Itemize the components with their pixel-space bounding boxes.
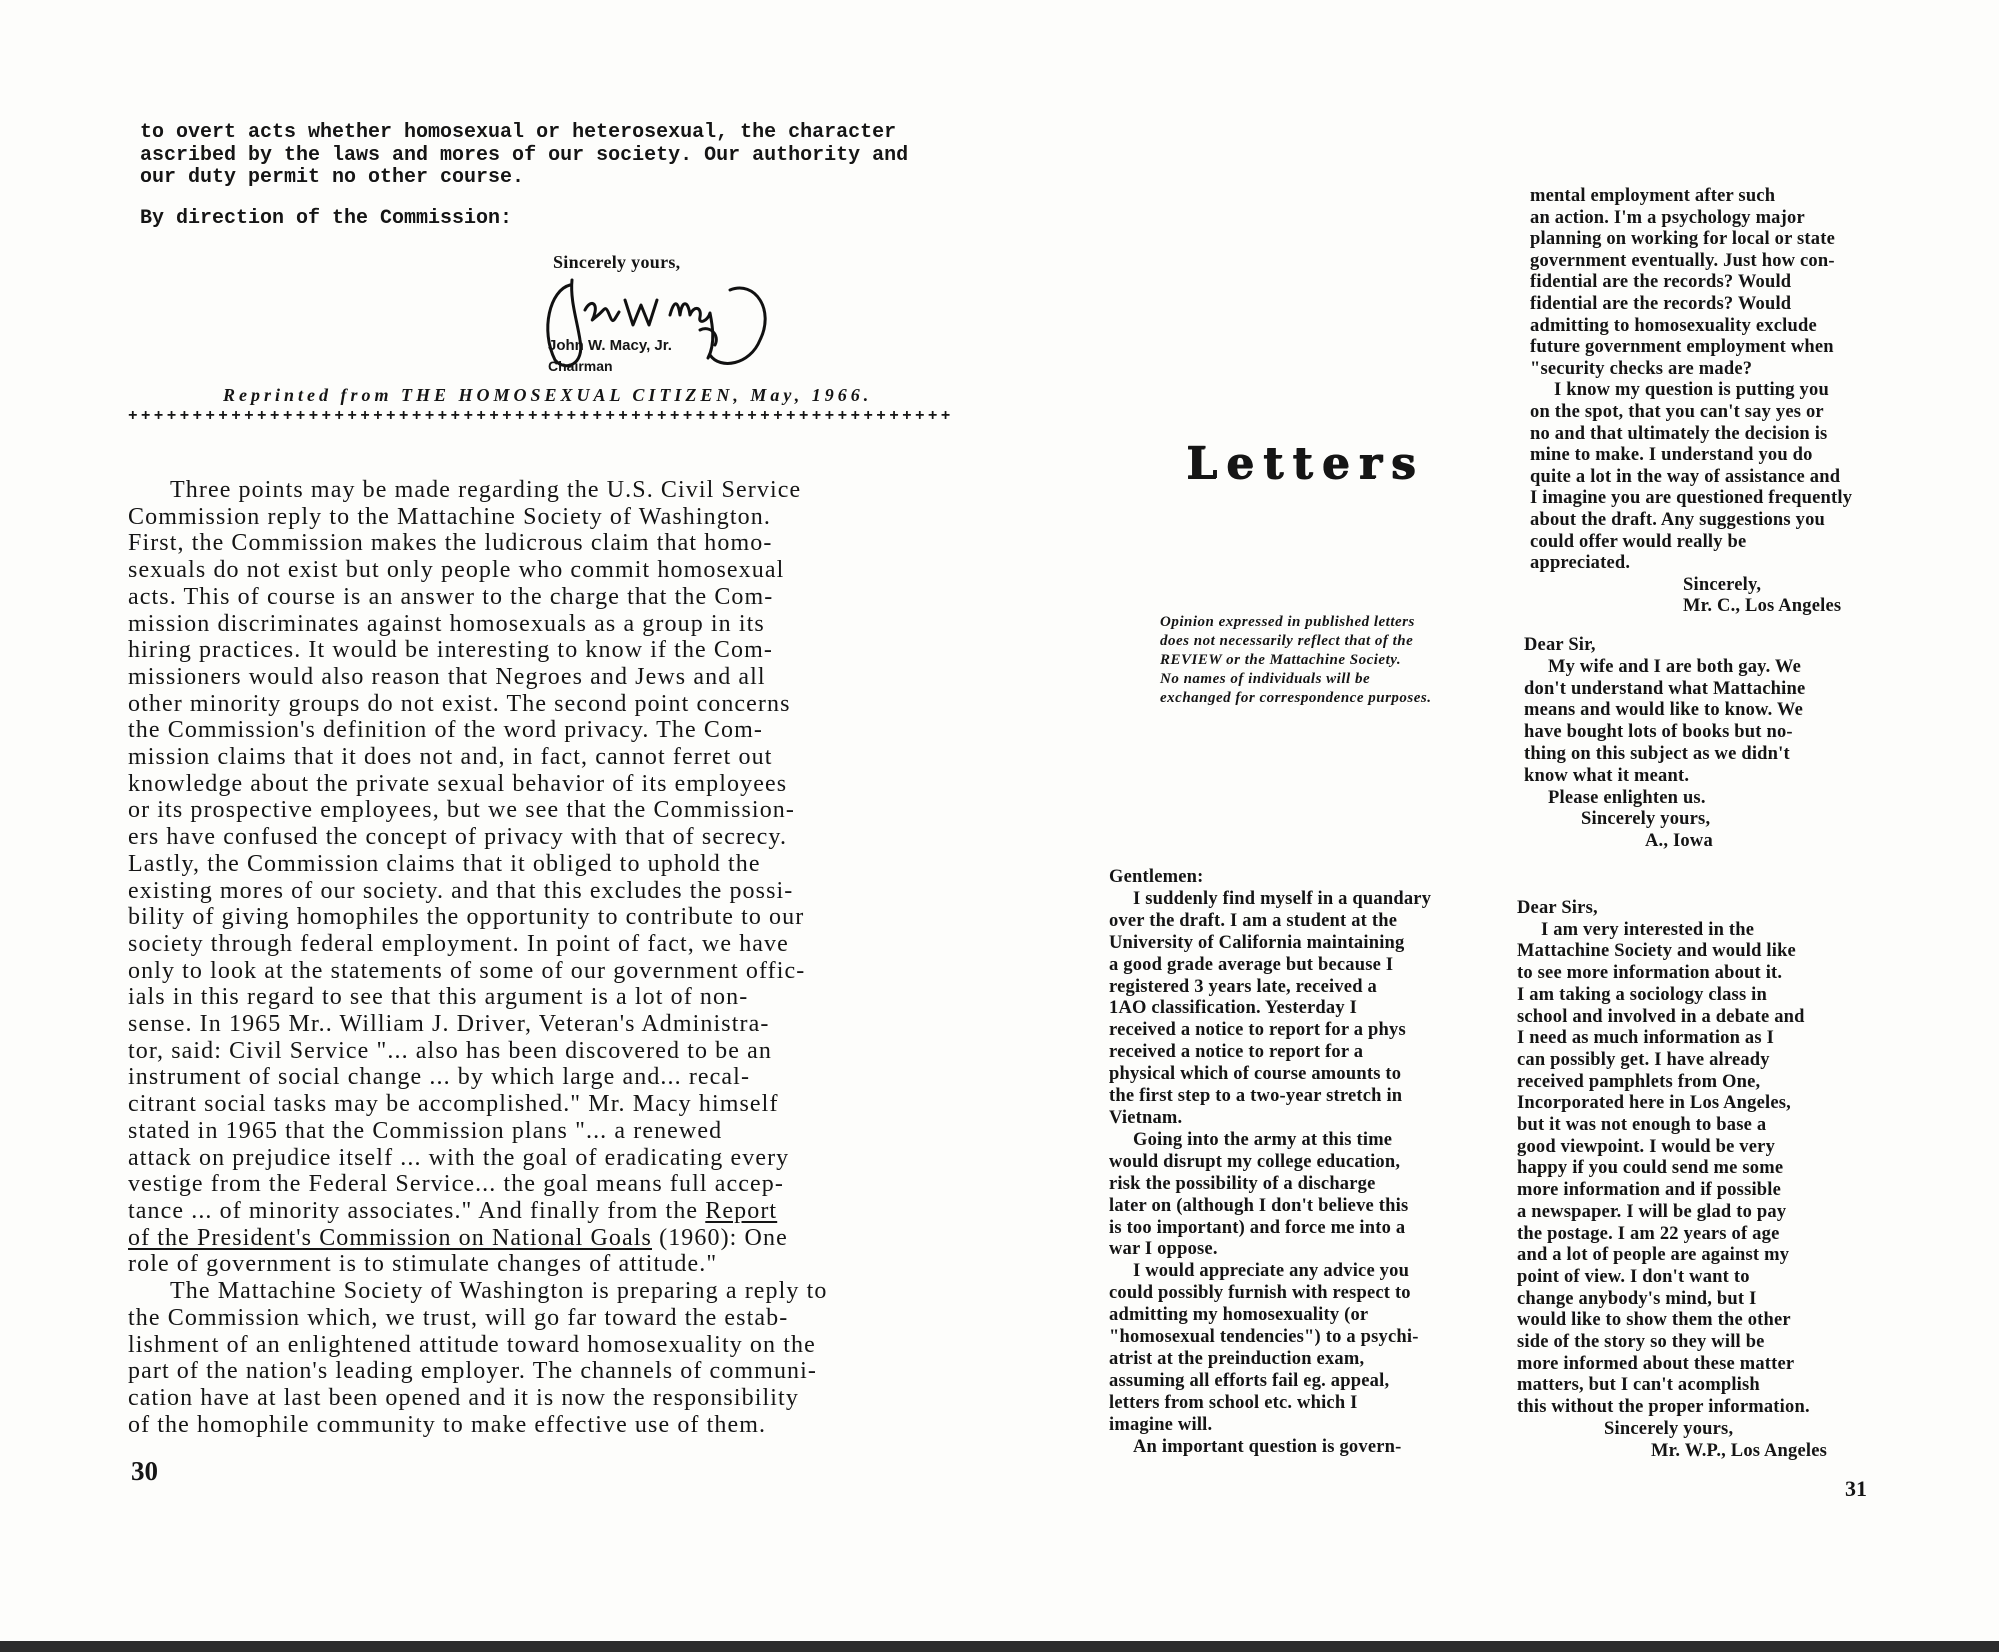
text-line: ascribed by the laws and mores of our society. Our authority and — [140, 143, 909, 167]
text-line: an action. I'm a psychology major — [1530, 207, 1805, 228]
text-line: admitting to homosexuality exclude — [1530, 315, 1817, 336]
text-line: a newspaper. I will be glad to pay — [1517, 1201, 1787, 1222]
page-number: 31 — [1845, 1476, 1867, 1501]
text-line: ers have confused the concept of privacy with that of secrecy. — [128, 824, 788, 851]
text-line: happy if you could send me some — [1517, 1158, 1784, 1179]
text-line: Lastly, the Commission claims that it obliged to uphold the — [128, 850, 761, 877]
text-line: admitting my homosexuality (or — [1109, 1305, 1369, 1326]
text-line: "security checks are made? — [1530, 358, 1753, 379]
text-line: sense. In 1965 Mr.. William J. Driver, Veteran's Administra- — [128, 1011, 770, 1038]
page-number: 30 — [131, 1456, 158, 1486]
text-line: the first step to a two-year stretch in — [1109, 1086, 1403, 1107]
text-line: government eventually. Just how con- — [1530, 250, 1835, 271]
letter-signoff — [1524, 809, 1805, 853]
text-line: Mattachine Society and would like — [1517, 941, 1796, 962]
text-line: I am very interested in the — [1541, 919, 1755, 940]
text-line: role of government is to stimulate changes of attitude." — [128, 1251, 718, 1278]
text-line: cation have at last been opened and it is now the responsibility — [128, 1384, 799, 1411]
text-line: other minority groups do not exist. The second point concerns — [128, 690, 791, 717]
text-line: letters from school etc. which I — [1109, 1392, 1358, 1413]
reprint-credit: Reprinted from THE HOMOSEXUAL CITIZEN, May, 1966. — [223, 385, 873, 405]
letter-signature: A., Iowa — [1645, 831, 1713, 852]
letter-salutation: Dear Sir, — [1524, 635, 1596, 655]
text-line: bility of giving homophiles the opportunity to contribute to our — [128, 904, 805, 931]
letter-paragraph — [1524, 657, 1805, 788]
text-line: I know my question is putting you — [1554, 380, 1829, 401]
text-line: No names of individuals will be — [1160, 671, 1371, 687]
letters-heading: Letters — [1186, 438, 1425, 489]
letter-paragraph — [1530, 186, 1852, 380]
body-paragraph — [128, 1278, 827, 1438]
text-line: missioners would also reason that Negroes and Jews and all — [128, 663, 766, 690]
text-line: of the homophile community to make effective use of them. — [128, 1411, 767, 1438]
text-line: knowledge about the private sexual behavior of its employees — [128, 770, 788, 797]
text-line: An important question is govern- — [1133, 1436, 1402, 1457]
letter-couple — [1524, 635, 1805, 853]
letter-paragraph — [1109, 1437, 1431, 1459]
text-line: mine to make. I understand you do — [1530, 445, 1813, 466]
text-line: would like to show them the other — [1517, 1310, 1791, 1331]
letter-paragraph — [1109, 889, 1431, 1130]
text-line: mission discriminates against homosexuals as a group in its — [128, 610, 765, 637]
text-line: mental employment after such — [1530, 186, 1776, 206]
text-line: could offer would really be — [1530, 531, 1747, 552]
text-line: to overt acts whether homosexual or heterosexual, the character — [140, 121, 897, 144]
text-line: the postage. I am 22 years of age — [1517, 1223, 1780, 1244]
text-line: Commission reply to the Mattachine Society of Washington. — [128, 503, 771, 530]
text-line: point of view. I don't want to — [1517, 1266, 1750, 1287]
text-line: thing on this subject as we didn't — [1524, 743, 1790, 764]
text-line: and a lot of people are against my — [1517, 1245, 1790, 1266]
text-line: Going into the army at this time — [1133, 1129, 1393, 1150]
text-line: no and that ultimately the decision is — [1530, 423, 1828, 444]
signer-title: Chairman — [548, 358, 613, 374]
letter-signoff — [1530, 575, 1852, 618]
text-line: planning on working for local or state — [1530, 229, 1836, 250]
text-line: matters, but I can't acomplish — [1517, 1375, 1760, 1396]
text-line: more informed about these matter — [1517, 1353, 1795, 1374]
letter-body — [1530, 186, 1852, 575]
text-line: mission claims that it does not and, in fact, cannot ferret out — [128, 744, 773, 771]
text-line: 1AO classification. Yesterday I — [1109, 998, 1358, 1019]
signoff-line: Sincerely yours, — [1581, 809, 1711, 830]
text-line: war I oppose. — [1109, 1239, 1218, 1260]
text-line: have bought lots of books but no- — [1524, 722, 1793, 743]
signer-name: John W. Macy, Jr. — [548, 337, 672, 354]
letter-paragraph — [1524, 788, 1805, 810]
letter-signoff — [1517, 1419, 1827, 1462]
text-line: sexuals do not exist but only people who commit homosexual — [128, 557, 785, 584]
text-line: about the draft. Any suggestions you — [1530, 509, 1826, 530]
body-paragraph — [128, 477, 827, 1278]
text-line: or its prospective employees, but we see that the Commission- — [128, 797, 795, 824]
letter-paragraph — [1109, 1130, 1431, 1261]
memo-paragraph — [140, 122, 908, 190]
text-line — [128, 1198, 827, 1225]
text-line — [128, 1225, 827, 1252]
letter-signature: Mr. W.P., Los Angeles — [1651, 1440, 1828, 1461]
text-line: fidential are the records? Would — [1530, 293, 1792, 314]
text-line: over the draft. I am a student at the — [1109, 910, 1398, 931]
text-line: future government employment when — [1530, 337, 1834, 358]
text-line: appreciated. — [1530, 553, 1631, 574]
scan-bottom-edge — [0, 1641, 1999, 1652]
signoff-line: Sincerely yours, — [1604, 1418, 1734, 1439]
letter-closing: Sincerely yours, — [553, 252, 681, 272]
note-paragraph — [1160, 613, 1432, 708]
text-line: school and involved in a debate and — [1517, 1006, 1805, 1027]
text-line: I suddenly find myself in a quandary — [1133, 888, 1432, 909]
text-line: I am taking a sociology class in — [1517, 984, 1768, 1005]
letter-signature: Mr. C., Los Angeles — [1683, 596, 1842, 617]
text-line: My wife and I are both gay. We — [1548, 656, 1802, 677]
text-line: existing mores of our society. and that this excludes the possi- — [128, 877, 794, 904]
text-line: a good grade average but because I — [1109, 954, 1394, 975]
text-line: our duty permit no other course. — [140, 166, 525, 189]
letter-salutation: Gentlemen: — [1109, 867, 1204, 887]
text-line: Three points may be made regarding the U.S. Civil Service — [170, 477, 802, 503]
text-line: change anybody's mind, but I — [1517, 1288, 1757, 1309]
text-line: side of the story so they will be — [1517, 1332, 1765, 1353]
letter-draft-continuation — [1530, 186, 1852, 618]
underlined-title: Report — [705, 1197, 778, 1224]
text-line: don't understand what Mattachine — [1524, 678, 1806, 699]
signoff-line: Sincerely, — [1683, 574, 1762, 595]
text-line: imagine will. — [1109, 1414, 1213, 1435]
text-line: on the spot, that you can't say yes or — [1530, 401, 1824, 422]
text-line: to see more information about it. — [1517, 963, 1783, 984]
text-line: University of California maintaining — [1109, 932, 1405, 953]
text-line: could possibly furnish with respect to — [1109, 1283, 1411, 1304]
text-line: Opinion expressed in published letters — [1160, 614, 1415, 630]
text-line: the Commission's definition of the word privacy. The Com- — [128, 717, 763, 744]
text-line: later on (although I don't believe this — [1109, 1195, 1409, 1216]
text-line: Incorporated here in Los Angeles, — [1517, 1093, 1791, 1114]
text-line: attack on prejudice itself ... with the goal of eradicating every — [128, 1144, 790, 1171]
text-line: more information and if possible — [1517, 1180, 1782, 1201]
text-line: received a notice to report for a — [1109, 1042, 1364, 1063]
text-line: good viewpoint. I would be very — [1517, 1136, 1776, 1157]
text-line: exchanged for correspondence purposes. — [1160, 690, 1432, 706]
memo-closing-text — [140, 122, 908, 190]
editorial-note — [1160, 613, 1432, 708]
text-line: Please enlighten us. — [1548, 787, 1706, 808]
editorial-body — [128, 477, 827, 1438]
text-line: know what it meant. — [1524, 765, 1690, 786]
text-line: atrist at the preinduction exam, — [1109, 1348, 1365, 1369]
text-line: only to look at the statements of some of our government offic- — [128, 957, 806, 984]
text-line: registered 3 years late, received a — [1109, 976, 1377, 997]
text-line: the Commission which, we trust, will go far toward the estab- — [128, 1304, 789, 1331]
text-line: I imagine you are questioned frequently — [1530, 488, 1853, 509]
text-line: acts. This of course is an answer to the charge that the Com- — [128, 583, 774, 610]
text-line: stated in 1965 that the Commission plans "... a renewed — [128, 1117, 723, 1144]
letter-student — [1517, 898, 1827, 1462]
text-line: lishment of an enlightened attitude toward homosexuality on the — [128, 1331, 816, 1358]
text-line: Vietnam. — [1109, 1107, 1183, 1128]
commission-direction: By direction of the Commission: — [140, 207, 513, 230]
text-segment: tance ... of minority associates." And finally from the — [128, 1197, 706, 1224]
letter-paragraph — [1530, 380, 1852, 574]
text-line: tor, said: Civil Service "... also has been discovered to be an — [128, 1037, 772, 1064]
text-line: received pamphlets from One, — [1517, 1071, 1761, 1092]
text-line: First, the Commission makes the ludicrous claim that homo- — [128, 530, 773, 557]
plus-sign-divider: ++++++++++++++++++++++++++++++++++++++++++++++++++++++++++++++++ — [128, 407, 954, 425]
text-line: part of the nation's leading employer. The channels of communi- — [128, 1358, 818, 1385]
text-line: can possibly get. I have already — [1517, 1049, 1770, 1070]
text-line: is too important) and force me into a — [1109, 1217, 1406, 1238]
letter-body — [1517, 920, 1827, 1419]
text-line: "homosexual tendencies") to a psychi- — [1109, 1327, 1419, 1348]
text-line: instrument of social change ... by which large and... recal- — [128, 1064, 751, 1091]
text-line: hiring practices. It would be interesting to know if the Com- — [128, 637, 773, 664]
text-line: I need as much information as I — [1517, 1028, 1774, 1049]
text-line: means and would like to know. We — [1524, 700, 1804, 721]
letter-salutation: Dear Sirs, — [1517, 898, 1598, 918]
text-line: quite a lot in the way of assistance and — [1530, 466, 1841, 487]
text-segment: (1960): One — [652, 1224, 788, 1251]
letter-draft-column-1 — [1109, 867, 1431, 1458]
text-line: this without the proper information. — [1517, 1397, 1810, 1418]
text-line: physical which of course amounts to — [1109, 1064, 1402, 1085]
text-line: fidential are the records? Would — [1530, 272, 1792, 293]
text-line: would disrupt my college education, — [1109, 1151, 1401, 1172]
text-line: but it was not enough to base a — [1517, 1115, 1767, 1136]
letter-paragraph — [1109, 1261, 1431, 1436]
text-line: received a notice to report for a phys — [1109, 1020, 1406, 1041]
letter-paragraph — [1517, 920, 1827, 1419]
text-line: citrant social tasks may be accomplished." Mr. Macy himself — [128, 1091, 779, 1118]
text-line: REVIEW or the Mattachine Society. — [1160, 652, 1402, 668]
text-line: risk the possibility of a discharge — [1109, 1173, 1376, 1194]
text-line: assuming all efforts fail eg. appeal, — [1109, 1370, 1390, 1391]
text-line: ials in this regard to see that this argument is a lot of non- — [128, 984, 749, 1011]
text-line: The Mattachine Society of Washington is preparing a reply to — [170, 1278, 828, 1305]
text-line: vestige from the Federal Service... the goal means full accep- — [128, 1171, 784, 1198]
text-line: society through federal employment. In point of fact, we have — [128, 930, 789, 957]
text-line: does not necessarily reflect that of the — [1160, 633, 1414, 649]
underlined-title: of the President's Commission on National Goals — [128, 1224, 652, 1251]
letter-body — [1524, 657, 1805, 810]
text-line: I would appreciate any advice you — [1133, 1261, 1410, 1282]
letter-body — [1109, 889, 1431, 1459]
